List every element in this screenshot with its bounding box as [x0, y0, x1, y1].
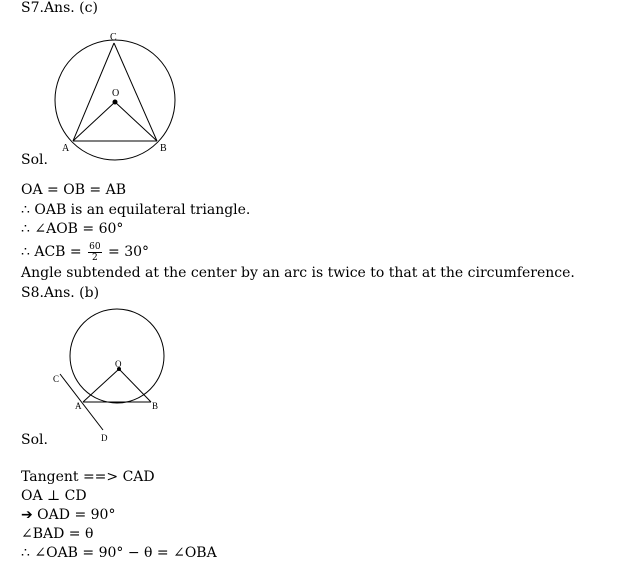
s7-acb-line: [21, 240, 149, 264]
s8-line-4: ∴ ∠OAB = 90° − θ = ∠OBA: [21, 545, 217, 561]
s8-heading: S8.Ans. (b): [21, 285, 100, 301]
s8-sol-label: Sol.: [21, 432, 48, 448]
s8-label-o: O: [115, 359, 122, 369]
s8-label-a: A: [75, 401, 82, 411]
s7-center-dot: [113, 100, 118, 105]
s7-label-a: A: [62, 143, 70, 154]
s7-label-c: C: [110, 32, 117, 43]
s7-label-o: O: [112, 88, 120, 99]
s7-acb-numerator: 60: [89, 241, 101, 252]
s7-acb-fraction: [88, 242, 101, 263]
s8-line-1: Tangent ==> CAD: [21, 469, 155, 485]
s7-sol-label: Sol.: [21, 152, 48, 168]
s7-label-b: B: [160, 143, 167, 154]
s7-line-ob: [115, 102, 157, 141]
s7-line-oa: [73, 102, 115, 141]
s8-line-oa: [83, 369, 119, 402]
s8-label-d: D: [101, 433, 108, 443]
s8-circle: [70, 309, 164, 403]
s7-note: Angle subtended at the center by an arc is twice to that at the circumference.: [21, 265, 575, 281]
s7-heading: S7.Ans. (c): [21, 0, 98, 16]
s8-line-ob: [119, 369, 151, 402]
s8-oad-line: [21, 507, 115, 524]
s7-acb-suffix: = 30°: [103, 244, 150, 260]
s7-line-1: OA = OB = AB: [21, 182, 127, 198]
s7-line-cb: [114, 43, 157, 141]
s7-acb-denominator: 2: [91, 252, 98, 263]
s8-line-2: OA ⊥ CD: [21, 488, 87, 504]
s7-line-2: ∴ OAB is an equilateral triangle.: [21, 202, 251, 218]
s8-oad-text: OAD = 90°: [32, 507, 116, 523]
s8-line-3: ∠BAD = θ: [21, 526, 94, 542]
s7-line-3: ∴ ∠AOB = 60°: [21, 221, 124, 237]
s7-acb-prefix: ∴ ACB =: [21, 244, 87, 260]
arrow-right-icon: ➔: [21, 507, 33, 523]
s8-label-b: B: [152, 401, 159, 411]
s8-label-c: C: [53, 374, 60, 384]
s7-line-ca: [73, 43, 114, 141]
